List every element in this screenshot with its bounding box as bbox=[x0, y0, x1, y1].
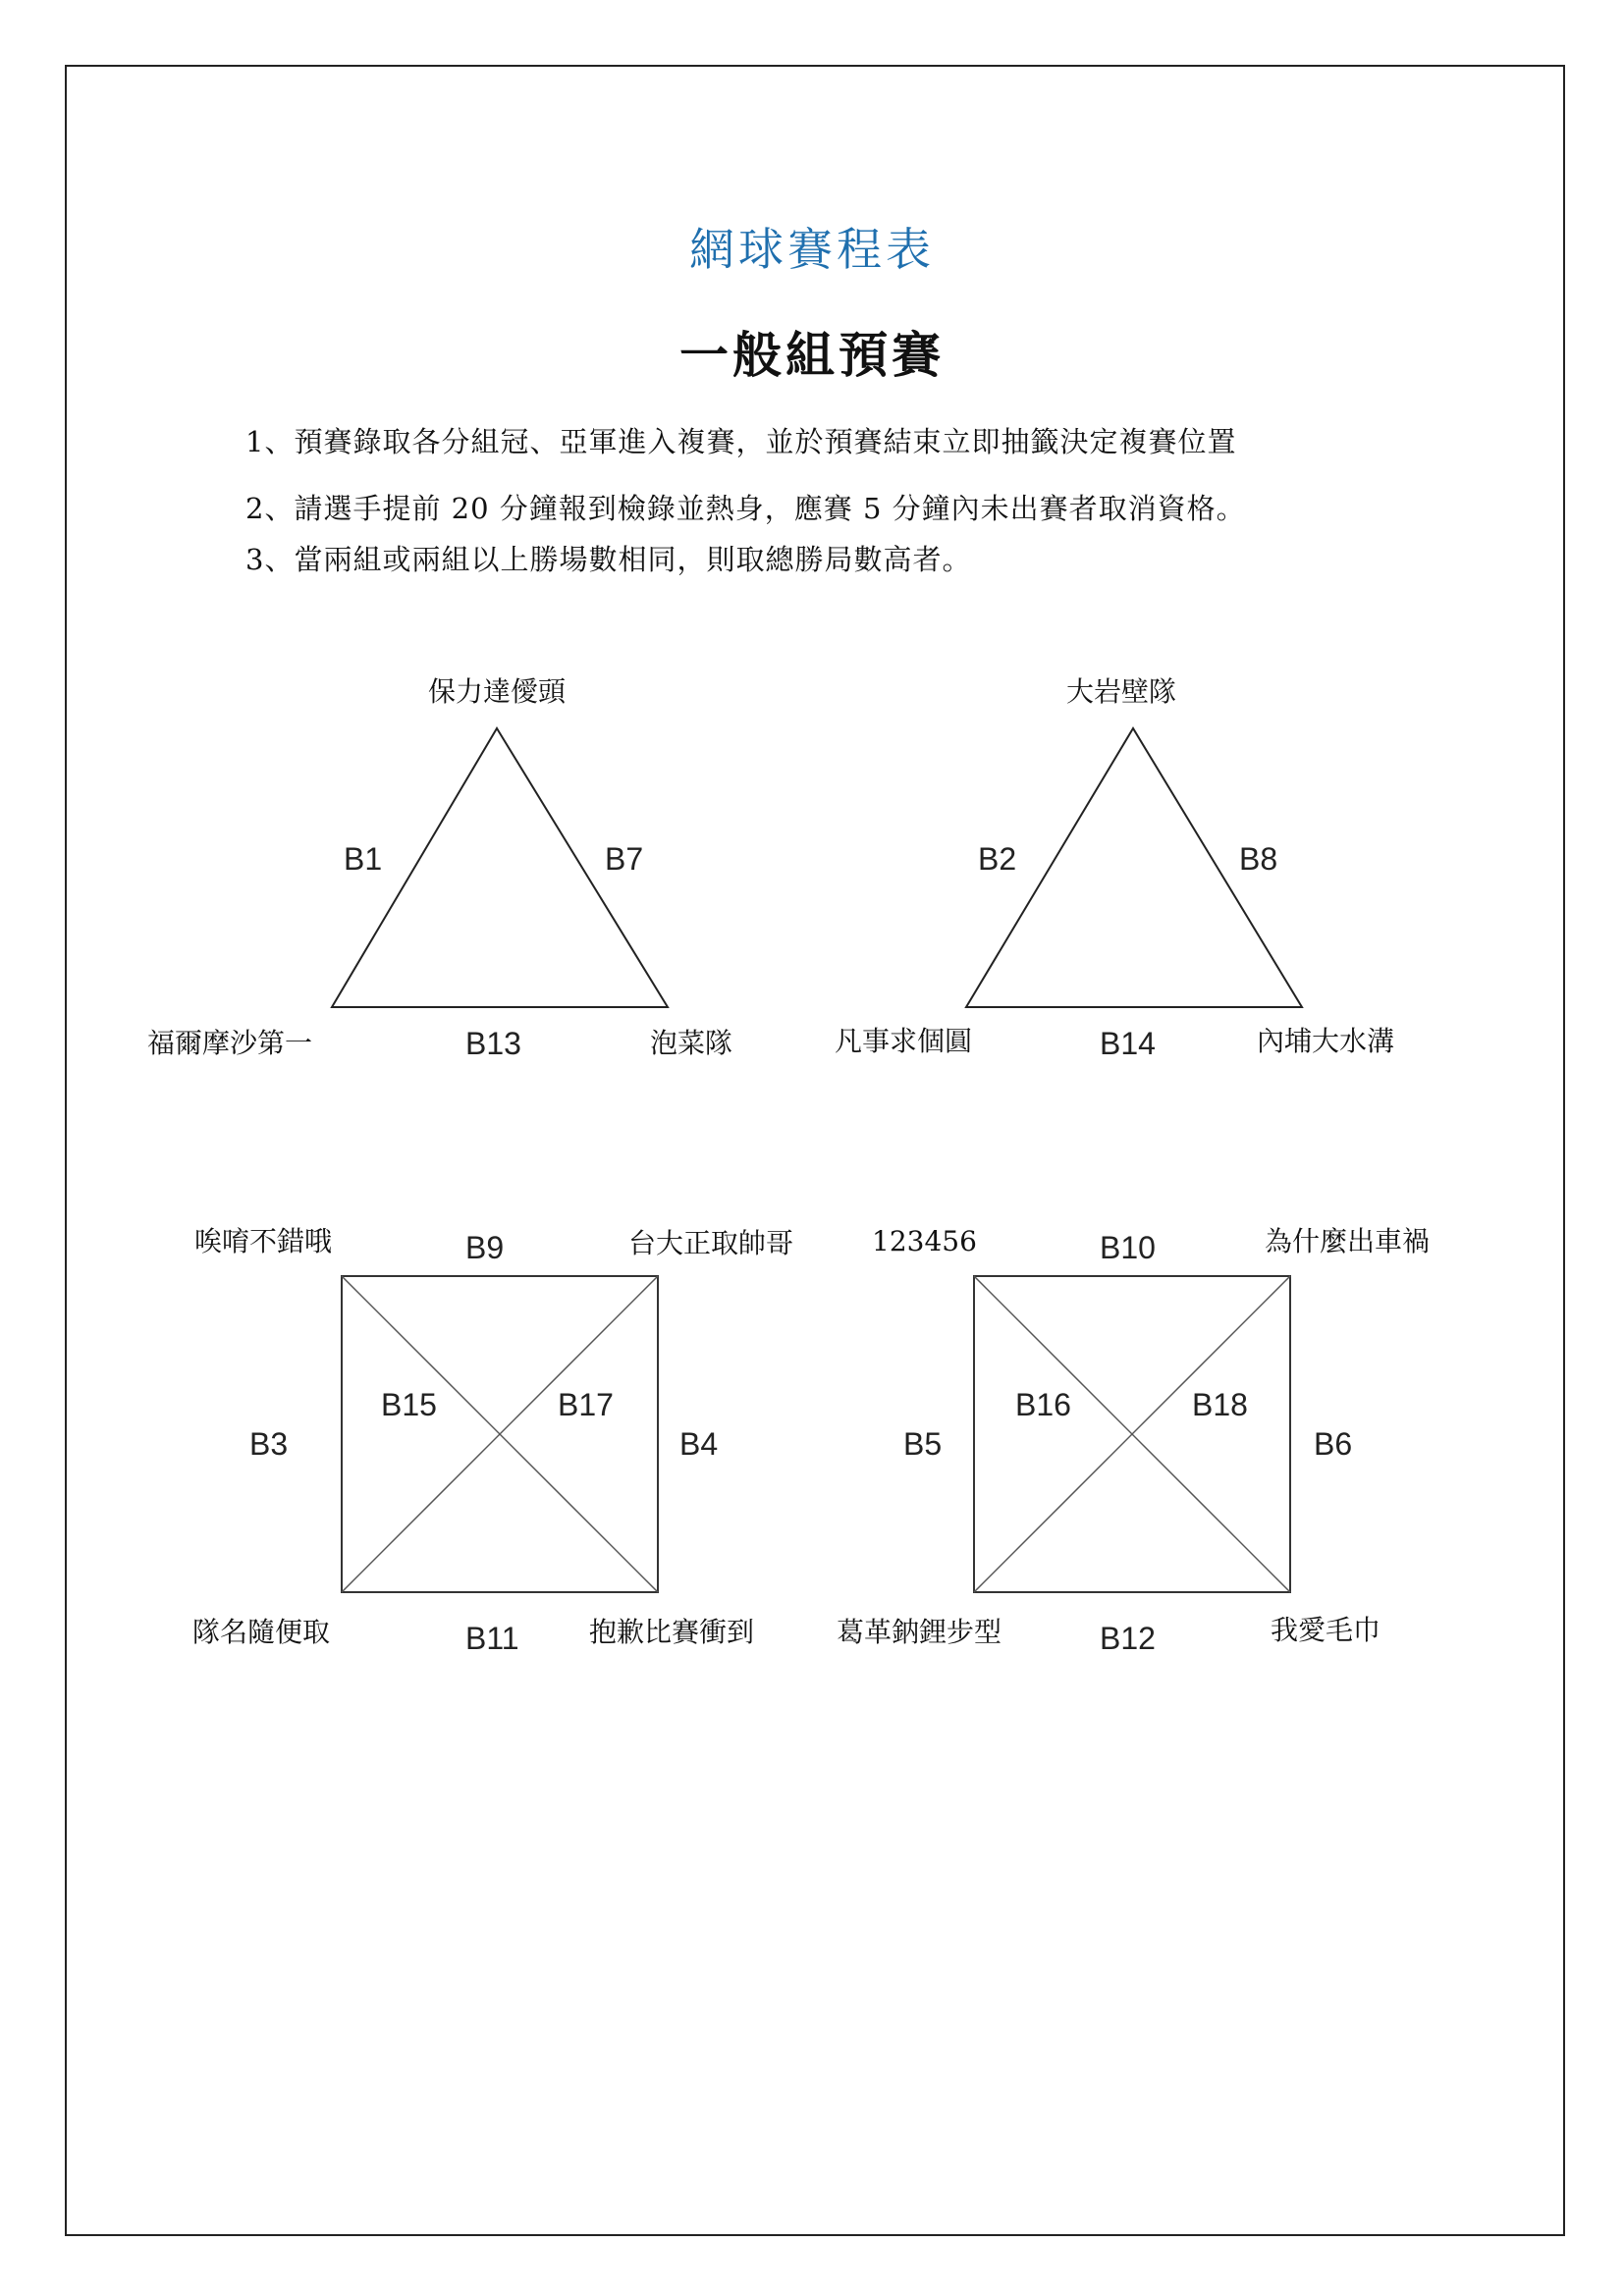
match-code: B2 bbox=[978, 841, 1017, 877]
match-code: B6 bbox=[1314, 1426, 1353, 1462]
group-square-2 bbox=[837, 1225, 1430, 1656]
match-code: B18 bbox=[1192, 1387, 1248, 1422]
match-code: B1 bbox=[344, 841, 383, 877]
match-code: B17 bbox=[558, 1387, 614, 1422]
team-label: 凡事求個圓 bbox=[835, 1025, 973, 1057]
match-code: B11 bbox=[465, 1621, 519, 1656]
match-code: B5 bbox=[903, 1426, 943, 1462]
match-code: B7 bbox=[605, 841, 644, 877]
match-code: B12 bbox=[1100, 1621, 1156, 1656]
team-label: 123456 bbox=[872, 1225, 977, 1257]
rule-note-2: 2、請選手提前 20 分鐘報到檢錄並熱身，應賽 5 分鐘內未出賽者取消資格。 bbox=[245, 492, 1246, 525]
match-code: B15 bbox=[381, 1387, 437, 1422]
match-code: B13 bbox=[465, 1026, 521, 1061]
team-label: 福爾摩沙第一 bbox=[147, 1027, 313, 1059]
group-triangle-2 bbox=[835, 675, 1394, 1061]
match-code: B9 bbox=[465, 1230, 505, 1265]
match-code: B8 bbox=[1239, 841, 1278, 877]
document-subtitle: 一般組預賽 bbox=[679, 326, 945, 384]
team-label: 為什麼出車禍 bbox=[1265, 1225, 1431, 1257]
team-label: 台大正取帥哥 bbox=[628, 1227, 794, 1259]
document-title: 網球賽程表 bbox=[689, 223, 935, 276]
team-label: 唉唷不錯哦 bbox=[194, 1225, 333, 1257]
match-code: B16 bbox=[1015, 1387, 1071, 1422]
team-label: 內埔大水溝 bbox=[1257, 1025, 1395, 1057]
team-label: 葛革鈉鋰步型 bbox=[837, 1616, 1002, 1648]
match-code: B14 bbox=[1100, 1026, 1156, 1061]
group-triangle-1 bbox=[147, 675, 732, 1061]
match-code: B10 bbox=[1100, 1230, 1156, 1265]
team-label: 大岩壁隊 bbox=[1065, 675, 1177, 708]
match-code: B3 bbox=[249, 1426, 289, 1462]
team-label: 抱歉比賽衝到 bbox=[589, 1616, 755, 1648]
team-label: 保力達僾頭 bbox=[427, 675, 567, 708]
match-code: B4 bbox=[679, 1426, 719, 1462]
team-label: 隊名隨便取 bbox=[192, 1616, 331, 1648]
group-square-1 bbox=[192, 1225, 793, 1656]
team-label: 泡菜隊 bbox=[650, 1027, 733, 1059]
team-label: 我愛毛巾 bbox=[1271, 1614, 1381, 1646]
rule-note-1: 1、預賽錄取各分組冠、亞軍進入複賽，並於預賽結束立即抽籤決定複賽位置 bbox=[245, 425, 1237, 458]
rule-note-3: 3、當兩組或兩組以上勝場數相同，則取總勝局數高者。 bbox=[245, 543, 972, 576]
